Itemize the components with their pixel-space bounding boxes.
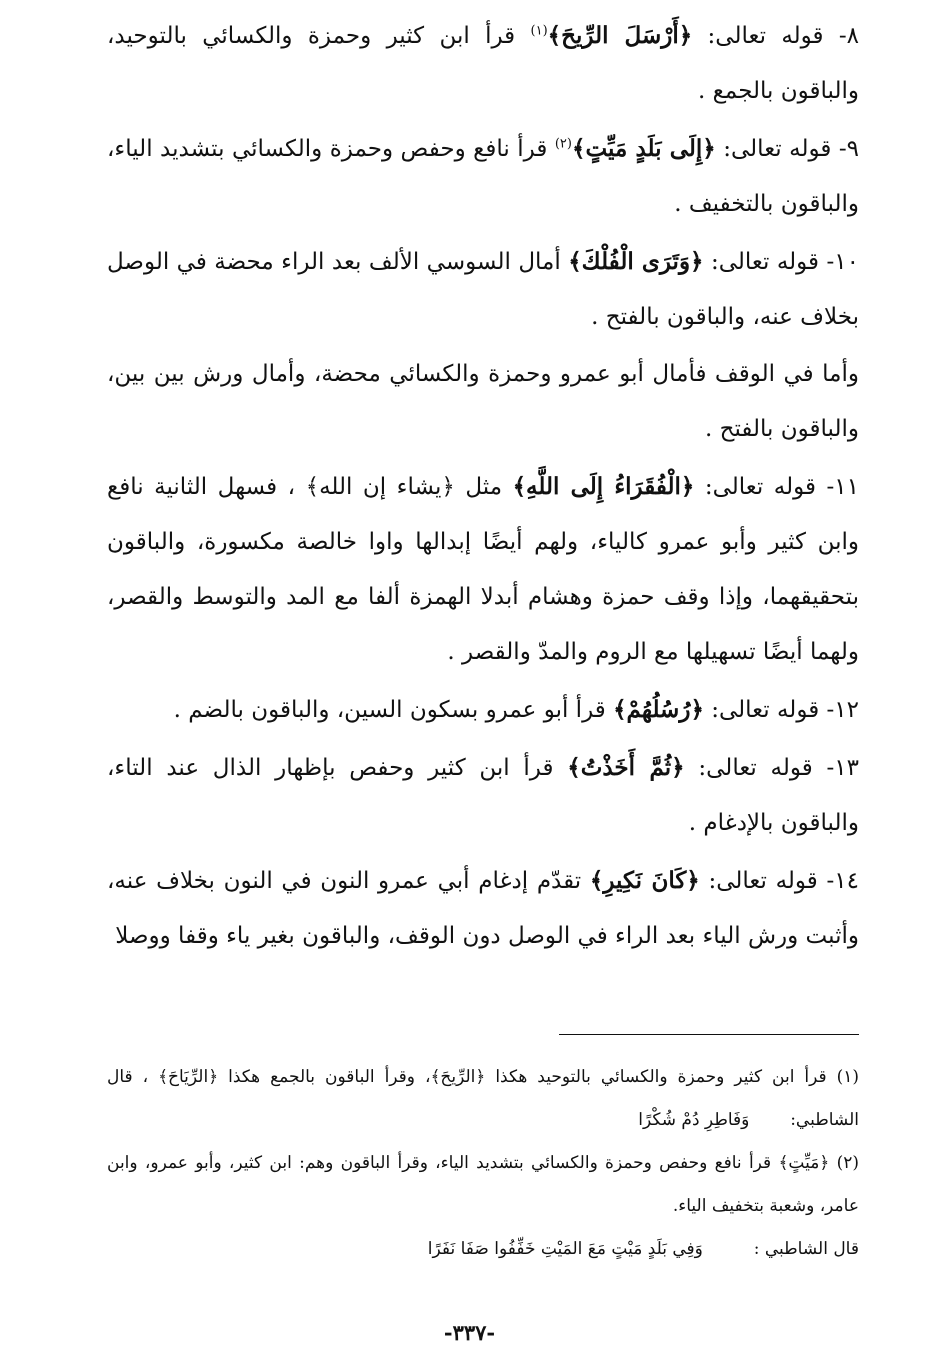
footnote-divider [559,1034,859,1035]
quran-quote: ﴿أَرْسَلَ الرِّيحَ﴾ [547,22,693,49]
footnote-1: (١) قرأ ابن كثير وحمزة والكسائي بالتوحيد هكذا ﴿الرِّيحَ﴾، وقرأ الباقون بالجمع هكذا ﴿الرِّيَاحَ﴾ ، قال الشاطبي: وَفَاطِرِ دُمْ شُكْرًا [107,1067,859,1130]
quran-quote: ﴿رُسُلُهُمْ﴾ [613,696,704,723]
shatibi-verse-2: وَفِي بَلَدٍ مَيْتٍ مَعَ المَيْتِ خَفِّفُوا صَفَا نَفَرًا [427,1239,703,1259]
quran-quote: ﴿الْفُقَرَاءُ إِلَى اللَّهِ﴾ [512,473,695,500]
paragraph-waqf: وأما في الوقف فأمال أبو عمرو وحمزة والكسائي محضة، وأمال ورش بين بين، والباقون بالفتح . [107,361,859,442]
paragraph-10: ١٠- قوله تعالى: ﴿وَتَرَى الْفُلْكَ﴾ أمال السوسي الألف بعد الراء محضة في الوصل بخلاف عنه، والباقون بالفتح . [107,248,859,330]
quran-quote: ﴿إِلَى بَلَدٍ مَيِّتٍ﴾ [571,135,716,162]
footnote-2-verse: قال الشاطبي : وَفِي بَلَدٍ مَيْتٍ مَعَ المَيْتِ خَفِّفُوا صَفَا نَفَرًا [427,1239,859,1259]
page-number: -٣٣٧- [443,1320,496,1345]
quran-quote: ﴿كَانَ نَكِيرِ﴾ [589,867,700,894]
quran-quote: ﴿ثُمَّ أَخَذْتُ﴾ [567,754,685,781]
footnote-2: (٢) ﴿مَيِّتٍ﴾ قرأ نافع وحفص وحمزة والكسائي بتشديد الياء، وقرأ الباقون وهم: ابن كثير، وأبو عمرو، وابن عامر، وشعبة بتخفيف الياء. [107,1153,859,1216]
footnote-ref-1[interactable]: (١) [530,23,548,39]
footnotes [107,1056,859,1271]
footnote-ref-2[interactable]: (٢) [554,136,572,152]
quran-quote: ﴿وَتَرَى الْفُلْكَ﴾ [568,248,704,275]
paragraph-14: ١٤- قوله تعالى: ﴿كَانَ نَكِيرِ﴾ تقدّم إدغام أبي عمرو النون في النون بخلاف عنه، وأثبت ورش الياء بعد الراء في الوصل دون الوقف، والباقون بغير ياء وقفا ووصلا [107,867,859,949]
paragraph-9: ٩- قوله تعالى: ﴿إِلَى بَلَدٍ مَيِّتٍ﴾$^{(٢)}$ قرأ نافع وحفص وحمزة والكسائي بتشديد الياء، والباقون بالتخفيف . [107,135,859,217]
paragraph-13: ١٣- قوله تعالى: ﴿ثُمَّ أَخَذْتُ﴾ قرأ ابن كثير وحفص بإظهار الذال عند التاء، والباقون بالإدغام . [107,754,859,836]
paragraph-12: ١٢- قوله تعالى: ﴿رُسُلُهُمْ﴾ قرأ أبو عمرو بسكون السين، والباقون بالضم . [173,696,859,723]
shatibi-verse-1: وَفَاطِرِ دُمْ شُكْرًا [638,1110,750,1130]
paragraph-11: ١١- قوله تعالى: ﴿الْفُقَرَاءُ إِلَى اللَّهِ﴾ مثل ﴿يشاء إن الله﴾ ، فسهل الثانية نافع وابن كثير وأبو عمرو كالياء، ولهم أيضًا إبدالها واوا خالصة مكسورة، والباقون بتحقيقهما، وإذا وقف حمزة وهشام أبدلا الهمزة ألفا مع المد والتوسط والقصر، ولهما أيضًا تسهيلها مع الروم والمدّ والقصر . [107,473,859,665]
paragraph-8: ٨- قوله تعالى: ﴿أَرْسَلَ الرِّيحَ﴾$^{(١)}$ قرأ ابن كثير وحمزة والكسائي بالتوحيد، والباقون بالجمع . [107,22,860,104]
main-text [107,8,859,964]
